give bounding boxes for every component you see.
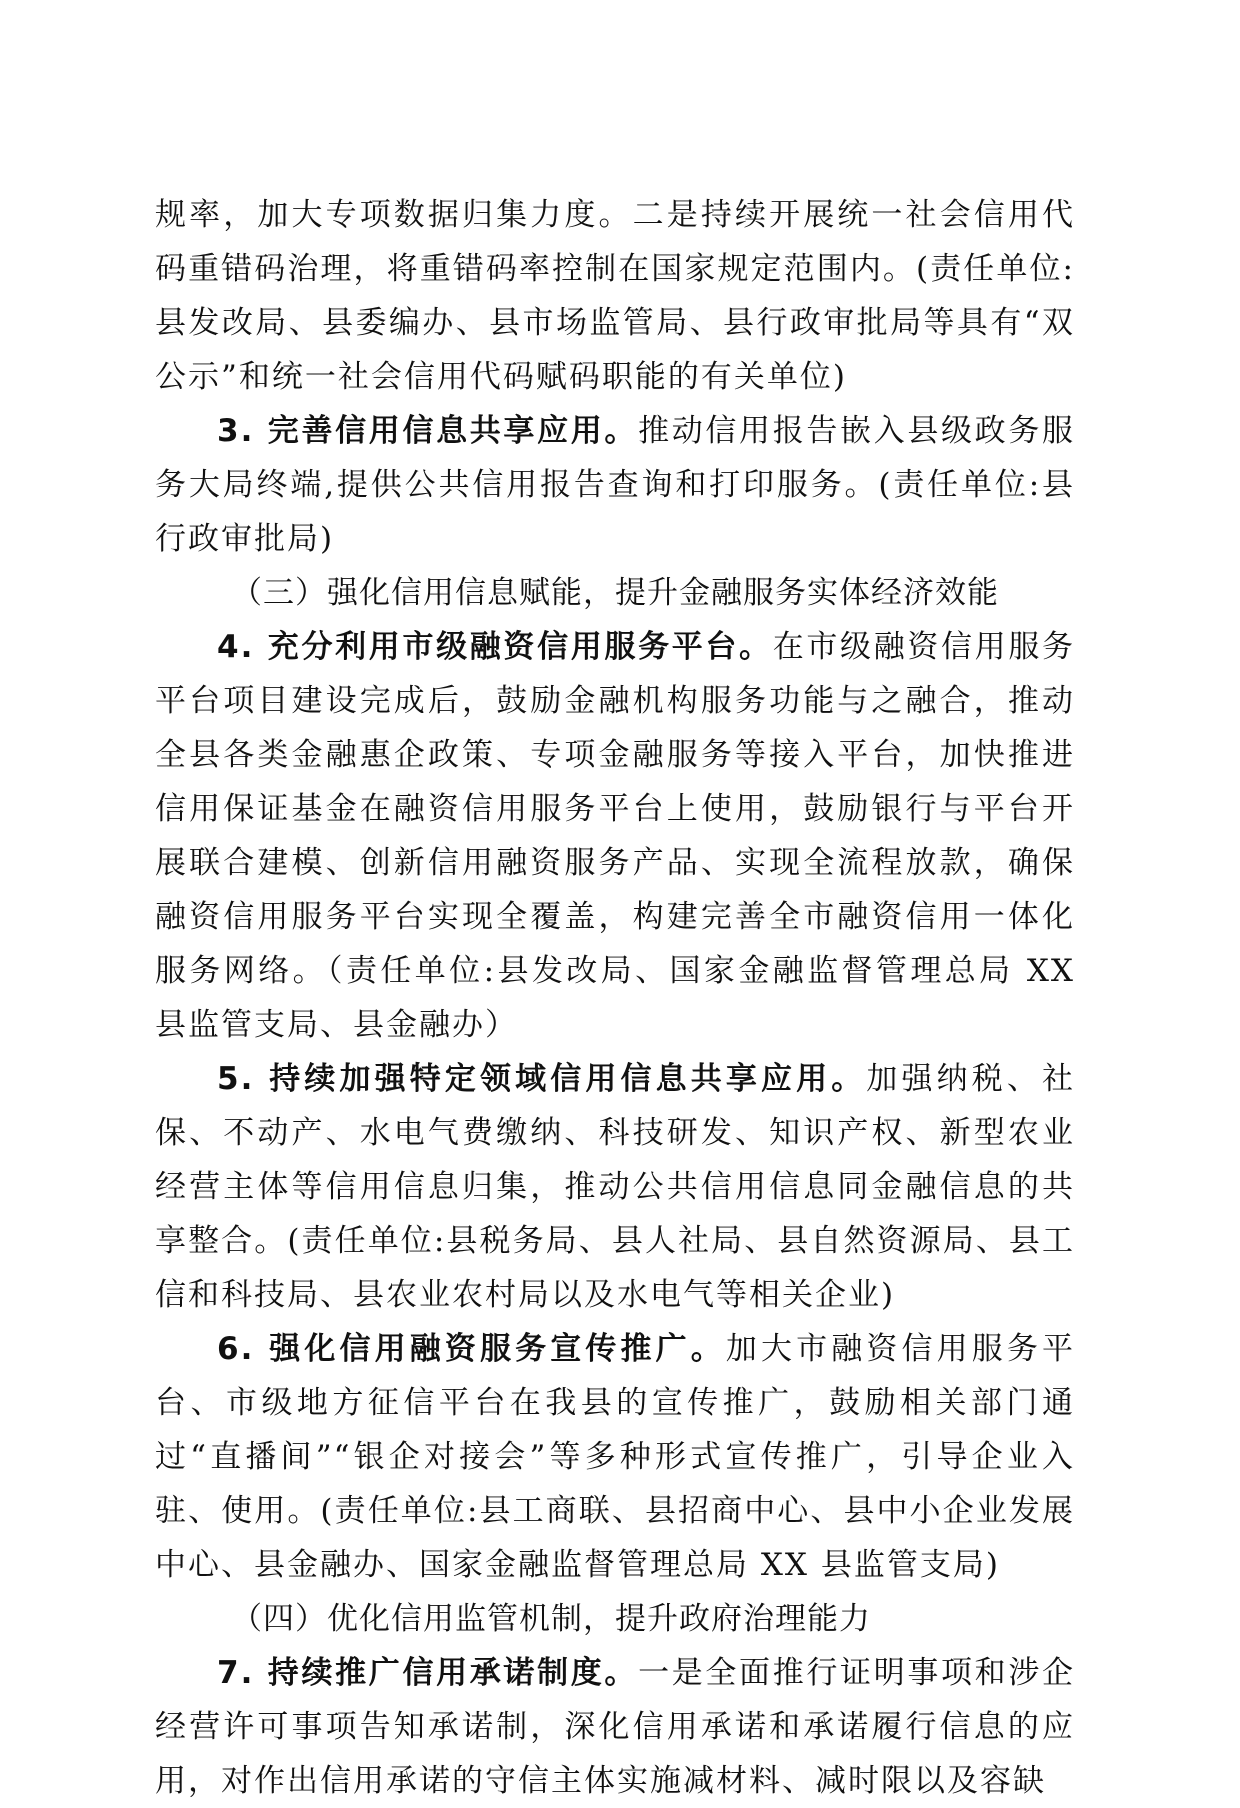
item-3-title: 3. 完善信用信息共享应用。: [217, 413, 639, 449]
section-4-heading: [155, 1592, 1075, 1646]
section-4-heading-text: （四）优化信用监管机制，提升政府治理能力: [231, 1601, 871, 1637]
item-6-title: 6. 强化信用融资服务宣传推广。: [217, 1331, 726, 1367]
section-3-heading: [155, 566, 1075, 620]
paragraph-text: 规率，加大专项数据归集力度。二是持续开展统一社会信用代码重错码治理，将重错码率控制在国家规定范围内。(责任单位:县发改局、县委编办、县市场监管局、县行政审批局等具有“双公示”和统一社会信用代码赋码职能的有关单位): [155, 197, 1075, 395]
item-6: [155, 1322, 1075, 1592]
item-7-text: 一是全面推行证明事项和涉企经营许可事项告知承诺制，深化信用承诺和承诺履行信息的应用，对作出信用承诺的守信主体实施减材料、减时限以及容缺: [155, 1655, 1076, 1799]
document-body: [155, 188, 1075, 1808]
item-5-title: 5. 持续加强特定领域信用信息共享应用。: [217, 1061, 867, 1097]
item-4: [155, 620, 1075, 1052]
item-7-title: 7. 持续推广信用承诺制度。: [217, 1655, 639, 1691]
item-5: [155, 1052, 1075, 1322]
item-3: [155, 404, 1075, 566]
section-3-heading-text: （三）强化信用信息赋能，提升金融服务实体经济效能: [231, 575, 999, 611]
item-3-text: 推动信用报告嵌入县级政务服务大局终端,提供公共信用报告查询和打印服务。(责任单位:县行政审批局): [155, 413, 1076, 557]
paragraph-continuation: [155, 188, 1075, 404]
item-7: [155, 1646, 1075, 1808]
item-6-text: 加大市融资信用服务平台、市级地方征信平台在我县的宣传推广，鼓励相关部门通过“直播间”“银企对接会”等多种形式宣传推广，引导企业入驻、使用。(责任单位:县工商联、县招商中心、县中小企业发展中心、县金融办、国家金融监督管理总局 XX 县监管支局): [155, 1331, 1076, 1583]
item-4-title: 4. 充分利用市级融资信用服务平台。: [217, 629, 773, 665]
item-4-text: 在市级融资信用服务平台项目建设完成后，鼓励金融机构服务功能与之融合，推动全县各类金融惠企政策、专项金融服务等接入平台，加快推进信用保证基金在融资信用服务平台上使用，鼓励银行与平台开展联合建模、创新信用融资服务产品、实现全流程放款，确保融资信用服务平台实现全覆盖，构建完善全市融资信用一体化服务网络。（责任单位:县发改局、国家金融监督管理总局 XX 县监管支局、县金融办）: [155, 629, 1076, 1043]
item-5-text: 加强纳税、社保、不动产、水电气费缴纳、科技研发、知识产权、新型农业经营主体等信用信息归集，推动公共信用信息同金融信息的共享整合。(责任单位:县税务局、县人社局、县自然资源局、县工信和科技局、县农业农村局以及水电气等相关企业): [155, 1061, 1075, 1313]
